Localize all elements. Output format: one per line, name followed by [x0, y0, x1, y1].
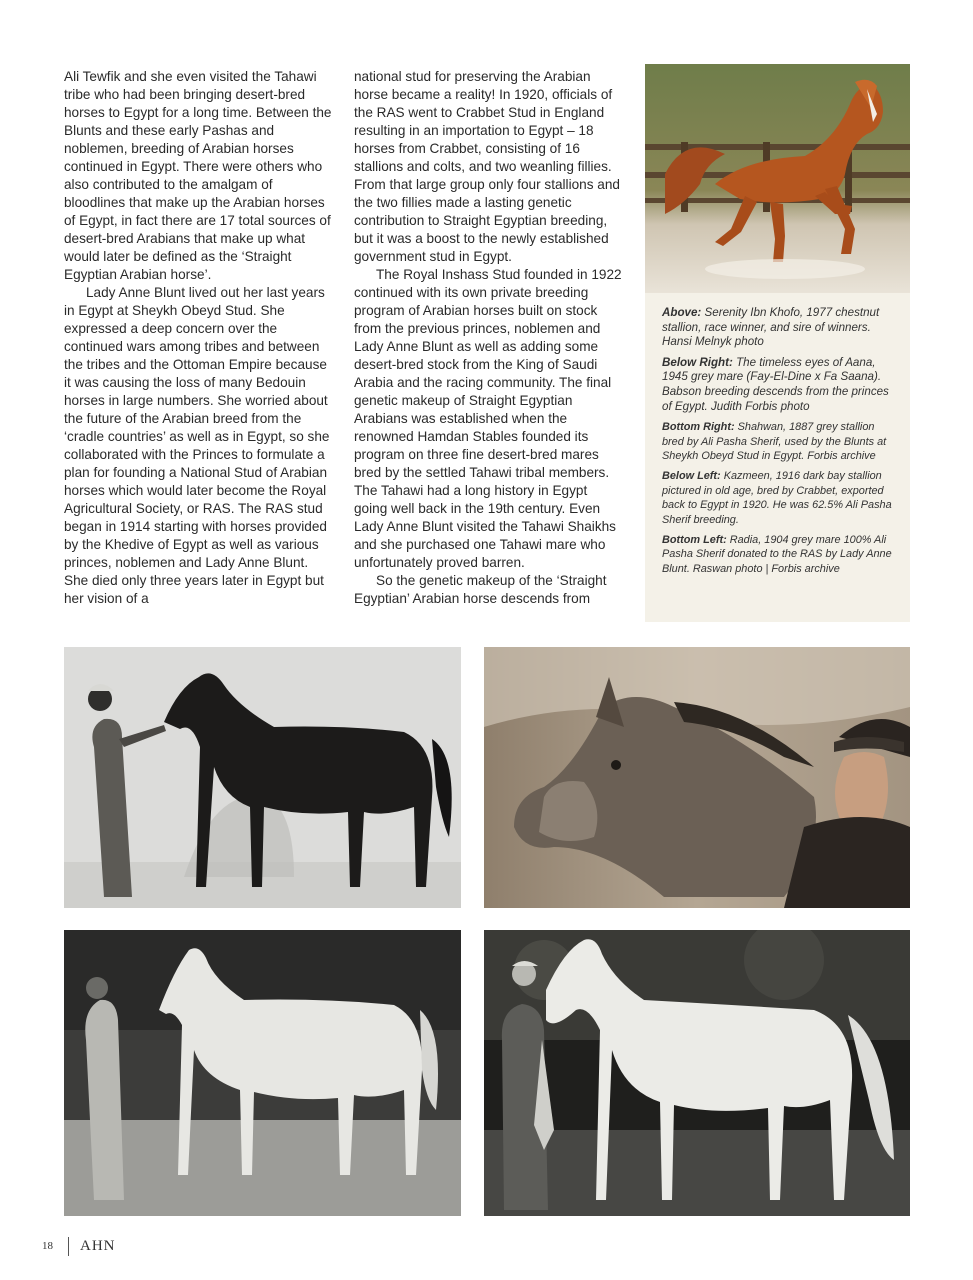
paragraph: So the genetic makeup of the ‘Straight Egyptian’ Arabian horse descends from — [354, 573, 607, 606]
caption-below-left: Below Left: Kazmeen, 1916 dark bay stallion pictured in old age, bred by Crabbet, exported back to Egypt in 1920. He was 62.5% Ali Pasha Sherif breeding. — [662, 470, 892, 526]
caption-below-right: Below Right: The timeless eyes of Aana, 1945 grey mare (Fay-El-Dine x Fa Saana). Babson breeding descends from the princes of Egypt. Judith Forbis photo — [662, 355, 889, 413]
paragraph: Ali Tewfik and she even visited the Tahawi tribe who had been bringing desert-bred horses to Egypt for a long time. Between the Blunts and these early Pashas and noblemen, breeding of Arabian horses continued in Egypt. There were others who also contributed to the amalgam of bloodlines that make up the Arabian horses of Egypt, in fact there are 17 total sources of desert-bred Arabians that make up what would later be defined as the ‘Straight Egyptian Arabian horse’. — [64, 69, 332, 282]
paragraph: national stud for preserving the Arabian horse became a reality! In 1920, officials of the RAS went to Crabbet Stud in England resulting in an importation to Egypt – 18 horses from Crabbet, consisting of 16 stallions and colts, and two weanling fillies. From that large group only four stallions and the two fillies made a lasting genetic contribution to Straight Egyptian breeding, but it was a boost to the newly established government stud in Egypt. — [354, 69, 620, 264]
paragraph: The Royal Inshass Stud founded in 1922 continued with its own private breeding program of Arabian horses built on stock from the previous princes, noblemen and Lady Anne Blunt as well as adding some desert-bred stock from the King of Saudi Arabia and the racing community. The final genetic makeup of Straight Egyptian Arabians was established when the renowned Hamdan Stables founded its program on three fine desert-bred mares bred by the settled Tahawi tribal members. The Tahawi had a long history in Egypt going well back in the 19th century. Even Lady Anne Blunt visited the Tahawi Shaikhs and she purchased one Tahawi mare who unfortunately proved barren. — [354, 267, 622, 570]
photo-aana — [484, 647, 910, 908]
caption-above: Above: Serenity Ibn Khofo, 1977 chestnut stallion, race winner, and sire of winners. Hansi Melnyk photo — [662, 306, 880, 349]
paragraph: Lady Anne Blunt lived out her last years in Egypt at Sheykh Obeyd Stud. She expressed a deep concern over the continued wars among tribes and between the tribes and the Ottoman Empire because it was causing the loss of many Bedouin horses in large numbers. She worried about the future of the Arabian breed from the ‘cradle countries’ as well as in Egypt, so she collaborated with the Princes to formulate a plan for founding a National Stud of Arabian horses which would later become the Royal Agricultural Society, or RAS. The RAS stud began in 1914 starting with horses provided by the Khedive of Egypt as well as various princes, noblemen and Lady Anne Blunt. She died only three years later in Egypt but her vision of a — [64, 285, 330, 606]
article-column-1 — [64, 68, 332, 608]
page-number: 18 — [42, 1240, 53, 1252]
magazine-name: AHN — [80, 1238, 116, 1254]
caption-bottom-right: Bottom Right: Shahwan, 1887 grey stallion bred by Ali Pasha Sherif, used by the Blunts at Sheykh Obeyd Stud in Egypt. Forbis archive — [662, 421, 887, 462]
photo-shahwan — [484, 930, 910, 1216]
photo-kazmeen — [64, 647, 461, 908]
article-column-2 — [354, 68, 622, 608]
caption-box — [645, 293, 910, 622]
caption-bottom-left: Bottom Left: Radia, 1904 grey mare 100% Ali Pasha Sherif donated to the RAS by Lady Anne Blunt. Raswan photo | Forbis archive — [662, 534, 892, 575]
footer-divider — [68, 1237, 69, 1256]
photo-radia — [64, 930, 461, 1216]
photo-chestnut-stallion — [645, 64, 910, 293]
